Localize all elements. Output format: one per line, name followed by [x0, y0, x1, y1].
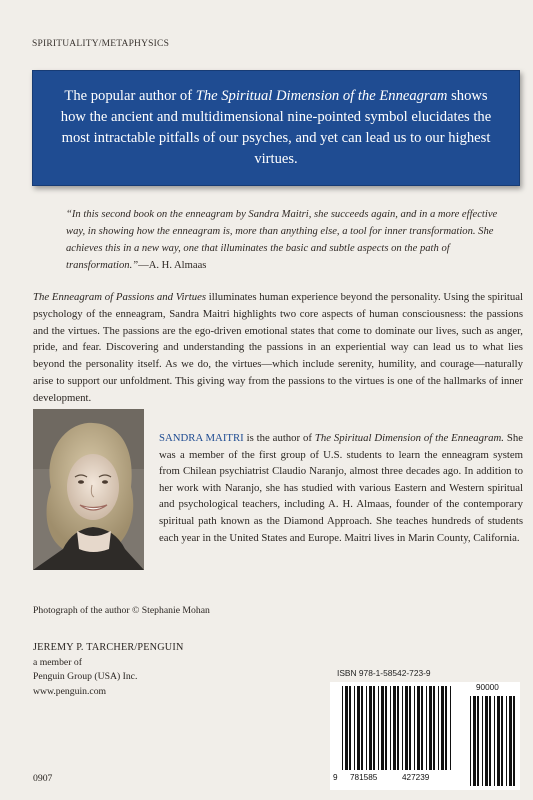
description-text: illuminates human experience beyond the personality. Using the spiritual psychology of the enneagram, Sandra Maitri highlights two core aspects of human consciousness: the passions and the virtues. The passions are the ego-driven emotional states that come to dominate our lives, such as anger, pride, and fear. Discovering and understanding the passions in an experiential way can lead us to what lies beyond the personality itself. As we do, the virtues—which include serenity, humility, and courage—naturally arise to support our unfoldment. This giving way from the passions to the virtues is one of the hallmarks of inner development. [33, 291, 523, 404]
barcode-bar [494, 696, 495, 786]
barcode-bar [433, 686, 435, 770]
barcode-bar [489, 696, 491, 786]
author-portrait-image [33, 409, 144, 570]
photo-credit: Photograph of the author © Stephanie Mohan [33, 605, 210, 616]
barcode-bar [497, 696, 500, 786]
barcode-bar [402, 686, 403, 770]
barcode-addon-digits: 90000 [476, 683, 499, 692]
barcode-bar [405, 686, 408, 770]
isbn-label: ISBN 978-1-58542-723-9 [337, 668, 431, 678]
barcode-bar [409, 686, 411, 770]
barcode-bar [482, 696, 483, 786]
barcode-bar [509, 696, 512, 786]
barcode-bar [485, 696, 488, 786]
bio-text-1: is the author of [243, 432, 315, 444]
barcode-bar [385, 686, 387, 770]
barcode-bar [349, 686, 351, 770]
barcode-bar [417, 686, 420, 770]
publisher-url: www.penguin.com [33, 685, 107, 697]
barcode-bar [397, 686, 399, 770]
author-bio [159, 430, 523, 546]
publisher-line-2: Penguin Group (USA) Inc. [33, 671, 138, 682]
barcode-bar [414, 686, 415, 770]
blurb-box [32, 70, 520, 186]
blurb-book-title: The Spiritual Dimension of the Enneagram [195, 88, 448, 104]
barcode-digit-first: 9 [333, 773, 338, 782]
barcode-bar [393, 686, 396, 770]
barcode-bar [421, 686, 423, 770]
review-quote [66, 206, 516, 274]
barcode-bar [361, 686, 363, 770]
description-book-title: The Enneagram of Passions and Virtues [33, 291, 207, 303]
price-code: 0907 [33, 773, 53, 784]
barcode-bar [513, 696, 515, 786]
publisher-line-1: a member of [33, 656, 82, 668]
barcode-bar [342, 686, 343, 770]
barcode [330, 682, 520, 790]
barcode-digits-left: 781585 [350, 773, 378, 782]
barcode-bar [373, 686, 375, 770]
barcode-bar [369, 686, 372, 770]
bio-text-2: She was a member of the first group of U.S. students to learn the enneagram system from Chilean psychiatrist Claudio Naranjo, almost three decades ago. In addition to her work with Naranjo, she has studied with various Eastern and Western spiritual and psychological teachers, including A. H. Almaas, founder of the contemporary spiritual path known as the Diamond Approach. She teaches hundreds of students each year in the United States and Europe. Maitri lives in Marin County, California. [159, 432, 523, 544]
barcode-bar [381, 686, 384, 770]
bio-book-title: The Spiritual Dimension of the Enneagram. [314, 432, 504, 444]
barcode-bar [357, 686, 360, 770]
quote-text: “In this second book on the enneagram by Sandra Maitri, she succeeds again, and in a more effective way, in showing how the enneagram is, more than anything else, a tool for inner transformation. She achieves this in a new way, one that illuminates the basic and subtle aspects on the path of transformation.” [66, 209, 498, 271]
barcode-bar [445, 686, 447, 770]
category-label: SPIRITUALITY/METAPHYSICS [32, 39, 170, 49]
barcode-digits-right: 427239 [402, 773, 430, 782]
barcode-bar [501, 696, 503, 786]
blurb-after: shows how the ancient and multidimensional nine-pointed symbol elucidates the most intractable pitfalls of our psyches, and yet can lead us to our highest virtues. [60, 88, 492, 167]
barcode-bar [429, 686, 432, 770]
barcode-bar [450, 686, 451, 770]
barcode-bar [390, 686, 391, 770]
barcode-bar [426, 686, 427, 770]
blurb-before: The popular author of [64, 88, 196, 104]
blurb-text [33, 86, 519, 170]
barcode-bar [506, 696, 507, 786]
barcode-bar [354, 686, 355, 770]
barcode-bar [378, 686, 379, 770]
barcode-bar [366, 686, 367, 770]
publisher-block [33, 641, 184, 699]
book-description [33, 289, 523, 407]
barcode-bar [477, 696, 479, 786]
author-name: SANDRA MAITRI [159, 432, 244, 444]
barcode-bar [473, 696, 476, 786]
barcode-bar [438, 686, 439, 770]
barcode-bar [441, 686, 444, 770]
barcode-bar [345, 686, 348, 770]
publisher-name: JEREMY P. TARCHER/PENGUIN [33, 642, 184, 653]
quote-attribution: —A. H. Almaas [138, 260, 207, 271]
barcode-bar [470, 696, 471, 786]
author-photo [33, 409, 144, 570]
